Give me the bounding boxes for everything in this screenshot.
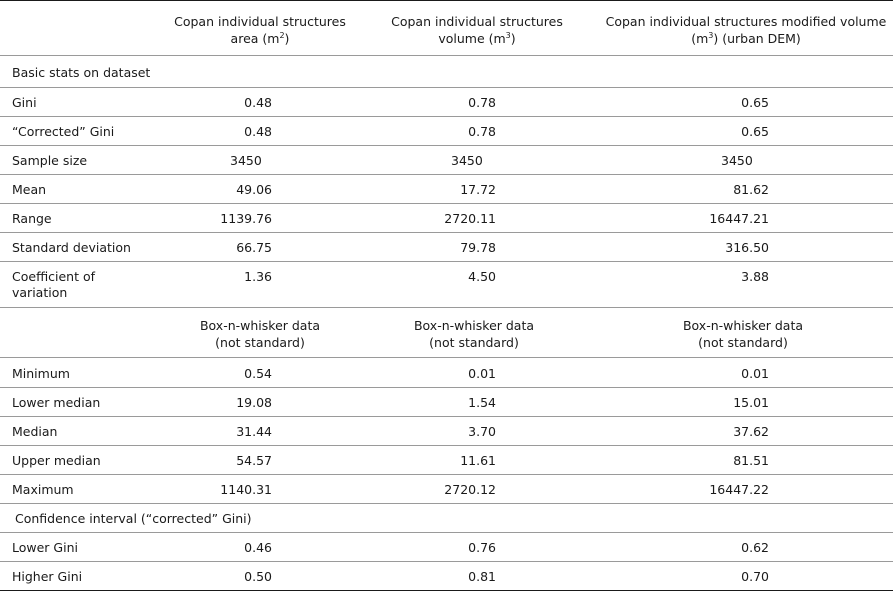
- column-header-volume-line1: Copan individual structures: [391, 14, 563, 29]
- row-label: Median: [12, 424, 58, 439]
- table-row: [0, 446, 893, 475]
- row-label: Minimum: [12, 366, 70, 381]
- value-volume: 2720.11: [444, 211, 496, 226]
- value-area: 0.48: [244, 124, 272, 139]
- table-row: [0, 358, 893, 388]
- row-label: Lower Gini: [12, 540, 78, 555]
- row-label: Gini: [12, 95, 37, 110]
- table-row: [0, 117, 893, 146]
- value-volume: 3.70: [468, 424, 496, 439]
- box-whisker-header-area-line1: Box-n-whisker data: [199, 318, 321, 333]
- value-area: 0.46: [244, 540, 272, 555]
- value-modified-volume: 0.65: [741, 95, 769, 110]
- value-modified-volume: 0.01: [741, 366, 769, 381]
- value-modified-volume: 15.01: [733, 395, 769, 410]
- box-whisker-header-modified-volume: [643, 317, 843, 351]
- row-label: Upper median: [12, 453, 101, 468]
- column-header-volume-unit-exponent: 3: [505, 30, 511, 40]
- value-volume: 1.54: [468, 395, 496, 410]
- value-modified-volume: 3.88: [741, 269, 769, 284]
- value-area: 1.36: [244, 269, 272, 284]
- table-row: [0, 175, 893, 204]
- row-label: Coefficient of variation: [12, 269, 96, 300]
- row-label: Mean: [12, 182, 47, 197]
- value-volume: 0.01: [468, 366, 496, 381]
- table-row: [0, 233, 893, 262]
- section-row-confidence: [0, 504, 893, 533]
- table-row: [0, 562, 893, 591]
- table-row: [0, 204, 893, 233]
- table-row: [0, 533, 893, 562]
- value-modified-volume: 16447.22: [709, 482, 769, 497]
- value-volume: 0.78: [468, 95, 496, 110]
- value-modified-volume: 16447.21: [709, 211, 769, 226]
- table-row: [0, 262, 893, 308]
- box-whisker-header-modified-volume-line2: (not standard): [698, 335, 788, 350]
- value-area: 31.44: [236, 424, 272, 439]
- table-row: [0, 475, 893, 504]
- box-whisker-header-row: [0, 308, 893, 358]
- value-modified-volume: 0.62: [741, 540, 769, 555]
- value-modified-volume: 37.62: [733, 424, 769, 439]
- box-whisker-header-area: [160, 317, 360, 351]
- row-label: Sample size: [12, 153, 88, 168]
- column-header-volume: [377, 13, 577, 47]
- value-volume: 0.76: [468, 540, 496, 555]
- table-row: [0, 417, 893, 446]
- column-header-modified-volume-line1: Copan individual structures modified volume: [605, 14, 887, 29]
- column-header-area-unit-exponent: 2: [279, 30, 285, 40]
- row-label: Maximum: [12, 482, 74, 497]
- value-area: 0.50: [244, 569, 272, 584]
- value-modified-volume: 81.62: [733, 182, 769, 197]
- column-header-modified-volume: [600, 13, 892, 47]
- column-header-volume-line2: volume (m: [438, 31, 506, 46]
- value-volume: 79.78: [460, 240, 496, 255]
- column-header-volume-line2-end: ): [510, 31, 516, 46]
- row-label: Lower median: [12, 395, 101, 410]
- row-label: Range: [12, 211, 52, 226]
- value-area: 54.57: [236, 453, 272, 468]
- column-header-area-line1: Copan individual structures: [174, 14, 346, 29]
- value-volume: 2720.12: [444, 482, 496, 497]
- column-header-area-line2: area (m: [230, 31, 280, 46]
- value-volume: 11.61: [460, 453, 496, 468]
- box-whisker-header-volume-line1: Box-n-whisker data: [413, 318, 535, 333]
- value-modified-volume: 81.51: [733, 453, 769, 468]
- column-header-modified-volume-line2: (m: [691, 31, 709, 46]
- value-modified-volume: 0.70: [741, 569, 769, 584]
- value-modified-volume: 316.50: [725, 240, 769, 255]
- value-modified-volume: 0.65: [741, 124, 769, 139]
- value-area: 49.06: [236, 182, 272, 197]
- value-area: 1139.76: [220, 211, 272, 226]
- value-area: 0.54: [244, 366, 272, 381]
- value-area: 19.08: [236, 395, 272, 410]
- box-whisker-header-volume: [374, 317, 574, 351]
- value-area: 3450: [230, 153, 262, 168]
- value-area: 1140.31: [220, 482, 272, 497]
- column-header-area: [160, 13, 360, 47]
- section-label-basic-stats: Basic stats on dataset: [12, 65, 151, 80]
- value-volume: 4.50: [468, 269, 496, 284]
- section-label-confidence: Confidence interval (“corrected” Gini): [15, 511, 252, 526]
- column-header-modified-volume-unit-exponent: 3: [708, 30, 714, 40]
- row-label: “Corrected” Gini: [12, 124, 115, 139]
- column-header-area-line2-end: ): [284, 31, 290, 46]
- table-row: [0, 146, 893, 175]
- box-whisker-header-modified-volume-line1: Box-n-whisker data: [682, 318, 804, 333]
- value-volume: 0.78: [468, 124, 496, 139]
- box-whisker-header-volume-line2: (not standard): [429, 335, 519, 350]
- column-header-modified-volume-line2-end: ) (urban DEM): [713, 31, 801, 46]
- value-volume: 0.81: [468, 569, 496, 584]
- box-whisker-header-area-line2: (not standard): [215, 335, 305, 350]
- value-volume: 3450: [451, 153, 483, 168]
- value-modified-volume: 3450: [721, 153, 753, 168]
- row-label: Higher Gini: [12, 569, 83, 584]
- table-row: [0, 88, 893, 117]
- value-area: 0.48: [244, 95, 272, 110]
- table-row: [0, 388, 893, 417]
- value-volume: 17.72: [460, 182, 496, 197]
- section-row-basic-stats: [0, 57, 893, 88]
- row-label: Standard deviation: [12, 240, 131, 255]
- column-header-row: [0, 0, 893, 56]
- value-area: 66.75: [236, 240, 272, 255]
